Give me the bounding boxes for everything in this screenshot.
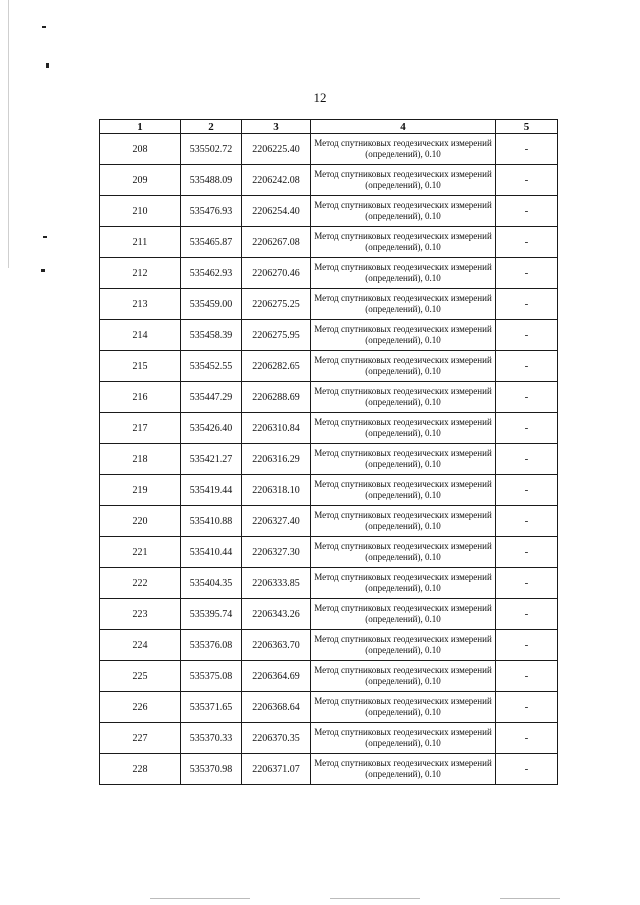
description-cell: - — [496, 196, 558, 227]
y-coordinate-cell: 2206267.08 — [242, 227, 311, 258]
point-number-cell: 217 — [100, 413, 181, 444]
y-coordinate-cell: 2206270.46 — [242, 258, 311, 289]
point-number-cell: 220 — [100, 506, 181, 537]
table-row — [100, 537, 558, 568]
y-coordinate-cell: 2206364.69 — [242, 661, 311, 692]
table-row — [100, 351, 558, 382]
point-number-cell: 224 — [100, 630, 181, 661]
x-coordinate-cell: 535502.72 — [181, 134, 242, 165]
description-cell: - — [496, 413, 558, 444]
x-coordinate-cell: 535370.98 — [181, 754, 242, 785]
method-cell: Метод спутниковых геодезических измерений (определений), 0.10 — [311, 227, 496, 258]
x-coordinate-cell: 535452.55 — [181, 351, 242, 382]
x-coordinate-cell: 535459.00 — [181, 289, 242, 320]
header-cell: 2 — [181, 120, 242, 134]
scan-mark — [41, 269, 45, 272]
y-coordinate-cell: 2206371.07 — [242, 754, 311, 785]
description-cell: - — [496, 227, 558, 258]
table-row — [100, 289, 558, 320]
x-coordinate-cell: 535404.35 — [181, 568, 242, 599]
point-number-cell: 216 — [100, 382, 181, 413]
page-number: 12 — [313, 90, 327, 105]
coordinates-table — [99, 119, 558, 785]
description-cell: - — [496, 754, 558, 785]
x-coordinate-cell: 535395.74 — [181, 599, 242, 630]
scan-mark — [43, 236, 47, 238]
y-coordinate-cell: 2206282.65 — [242, 351, 311, 382]
description-cell: - — [496, 537, 558, 568]
description-cell: - — [496, 506, 558, 537]
table-row — [100, 568, 558, 599]
description-cell: - — [496, 568, 558, 599]
description-cell: - — [496, 258, 558, 289]
table-row — [100, 630, 558, 661]
method-cell: Метод спутниковых геодезических измерений (определений), 0.10 — [311, 196, 496, 227]
method-cell: Метод спутниковых геодезических измерений (определений), 0.10 — [311, 537, 496, 568]
description-cell: - — [496, 661, 558, 692]
y-coordinate-cell: 2206327.30 — [242, 537, 311, 568]
header-cell: 1 — [100, 120, 181, 134]
table-header-row — [100, 120, 558, 134]
x-coordinate-cell: 535421.27 — [181, 444, 242, 475]
point-number-cell: 226 — [100, 692, 181, 723]
table-row — [100, 692, 558, 723]
header-cell: 3 — [242, 120, 311, 134]
y-coordinate-cell: 2206370.35 — [242, 723, 311, 754]
method-cell: Метод спутниковых геодезических измерений (определений), 0.10 — [311, 568, 496, 599]
description-cell: - — [496, 599, 558, 630]
method-cell: Метод спутниковых геодезических измерений (определений), 0.10 — [311, 413, 496, 444]
method-cell: Метод спутниковых геодезических измерений (определений), 0.10 — [311, 754, 496, 785]
point-number-cell: 210 — [100, 196, 181, 227]
x-coordinate-cell: 535426.40 — [181, 413, 242, 444]
table-row — [100, 382, 558, 413]
point-number-cell: 221 — [100, 537, 181, 568]
point-number-cell: 223 — [100, 599, 181, 630]
y-coordinate-cell: 2206318.10 — [242, 475, 311, 506]
y-coordinate-cell: 2206254.40 — [242, 196, 311, 227]
y-coordinate-cell: 2206275.95 — [242, 320, 311, 351]
point-number-cell: 213 — [100, 289, 181, 320]
y-coordinate-cell: 2206368.64 — [242, 692, 311, 723]
description-cell: - — [496, 134, 558, 165]
header-cell: 5 — [496, 120, 558, 134]
scan-footer-line — [500, 898, 560, 899]
y-coordinate-cell: 2206327.40 — [242, 506, 311, 537]
point-number-cell: 228 — [100, 754, 181, 785]
x-coordinate-cell: 535462.93 — [181, 258, 242, 289]
y-coordinate-cell: 2206333.85 — [242, 568, 311, 599]
table-row — [100, 754, 558, 785]
table-row — [100, 475, 558, 506]
point-number-cell: 208 — [100, 134, 181, 165]
description-cell: - — [496, 382, 558, 413]
description-cell: - — [496, 692, 558, 723]
description-cell: - — [496, 351, 558, 382]
table-row — [100, 165, 558, 196]
scan-edge — [8, 0, 9, 268]
x-coordinate-cell: 535410.88 — [181, 506, 242, 537]
table-row — [100, 599, 558, 630]
header-cell: 4 — [311, 120, 496, 134]
method-cell: Метод спутниковых геодезических измерений (определений), 0.10 — [311, 630, 496, 661]
table-row — [100, 723, 558, 754]
description-cell: - — [496, 475, 558, 506]
point-number-cell: 212 — [100, 258, 181, 289]
method-cell: Метод спутниковых геодезических измерений (определений), 0.10 — [311, 289, 496, 320]
x-coordinate-cell: 535476.93 — [181, 196, 242, 227]
description-cell: - — [496, 444, 558, 475]
method-cell: Метод спутниковых геодезических измерений (определений), 0.10 — [311, 506, 496, 537]
y-coordinate-cell: 2206225.40 — [242, 134, 311, 165]
method-cell: Метод спутниковых геодезических измерений (определений), 0.10 — [311, 258, 496, 289]
y-coordinate-cell: 2206343.26 — [242, 599, 311, 630]
y-coordinate-cell: 2206242.08 — [242, 165, 311, 196]
table-row — [100, 506, 558, 537]
method-cell: Метод спутниковых геодезических измерений (определений), 0.10 — [311, 599, 496, 630]
table-row — [100, 661, 558, 692]
x-coordinate-cell: 535375.08 — [181, 661, 242, 692]
method-cell: Метод спутниковых геодезических измерений (определений), 0.10 — [311, 382, 496, 413]
x-coordinate-cell: 535370.33 — [181, 723, 242, 754]
method-cell: Метод спутниковых геодезических измерений (определений), 0.10 — [311, 723, 496, 754]
point-number-cell: 209 — [100, 165, 181, 196]
table-row — [100, 444, 558, 475]
x-coordinate-cell: 535376.08 — [181, 630, 242, 661]
method-cell: Метод спутниковых геодезических измерений (определений), 0.10 — [311, 351, 496, 382]
scan-mark — [42, 26, 46, 28]
description-cell: - — [496, 320, 558, 351]
point-number-cell: 215 — [100, 351, 181, 382]
description-cell: - — [496, 289, 558, 320]
y-coordinate-cell: 2206288.69 — [242, 382, 311, 413]
description-cell: - — [496, 630, 558, 661]
method-cell: Метод спутниковых геодезических измерений (определений), 0.10 — [311, 134, 496, 165]
table-body — [100, 134, 558, 785]
method-cell: Метод спутниковых геодезических измерений (определений), 0.10 — [311, 661, 496, 692]
y-coordinate-cell: 2206310.84 — [242, 413, 311, 444]
x-coordinate-cell: 535458.39 — [181, 320, 242, 351]
point-number-cell: 218 — [100, 444, 181, 475]
table-row — [100, 227, 558, 258]
y-coordinate-cell: 2206275.25 — [242, 289, 311, 320]
method-cell: Метод спутниковых геодезических измерений (определений), 0.10 — [311, 475, 496, 506]
x-coordinate-cell: 535419.44 — [181, 475, 242, 506]
x-coordinate-cell: 535488.09 — [181, 165, 242, 196]
table-row — [100, 258, 558, 289]
x-coordinate-cell: 535447.29 — [181, 382, 242, 413]
table-row — [100, 196, 558, 227]
x-coordinate-cell: 535465.87 — [181, 227, 242, 258]
x-coordinate-cell: 535371.65 — [181, 692, 242, 723]
table-row — [100, 413, 558, 444]
y-coordinate-cell: 2206363.70 — [242, 630, 311, 661]
point-number-cell: 222 — [100, 568, 181, 599]
table-row — [100, 320, 558, 351]
description-cell: - — [496, 165, 558, 196]
scan-footer-line — [330, 898, 420, 899]
method-cell: Метод спутниковых геодезических измерений (определений), 0.10 — [311, 320, 496, 351]
method-cell: Метод спутниковых геодезических измерений (определений), 0.10 — [311, 444, 496, 475]
table-row — [100, 134, 558, 165]
y-coordinate-cell: 2206316.29 — [242, 444, 311, 475]
point-number-cell: 225 — [100, 661, 181, 692]
point-number-cell: 211 — [100, 227, 181, 258]
description-cell: - — [496, 723, 558, 754]
x-coordinate-cell: 535410.44 — [181, 537, 242, 568]
scan-footer-line — [150, 898, 250, 899]
scan-mark — [46, 63, 49, 68]
method-cell: Метод спутниковых геодезических измерений (определений), 0.10 — [311, 165, 496, 196]
method-cell: Метод спутниковых геодезических измерений (определений), 0.10 — [311, 692, 496, 723]
point-number-cell: 227 — [100, 723, 181, 754]
point-number-cell: 219 — [100, 475, 181, 506]
point-number-cell: 214 — [100, 320, 181, 351]
